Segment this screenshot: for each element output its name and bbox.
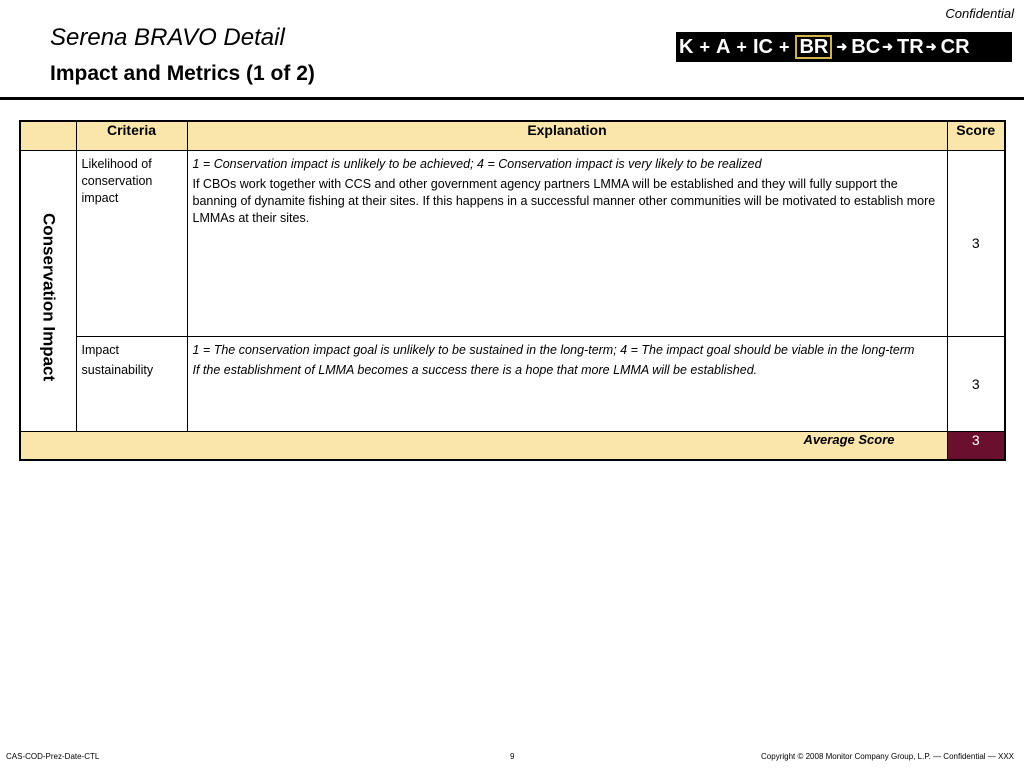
footer-doc-id: CAS-COD-Prez-Date-CTL [6, 752, 100, 761]
criteria-line: Impact [81, 342, 120, 357]
explanation-text: If CBOs work together with CCS and other government agency partners LMMA will be established and they will fully support the banning of dynamite fishing at their sites. If this happens in a successful manner other communities will be motivated to establish more LMMAs at their sites. [192, 176, 936, 225]
average-score-value: 3 [947, 431, 1005, 460]
arrow-right-icon: ➜ [836, 39, 848, 54]
confidential-label: Confidential [945, 6, 1014, 21]
slide-title: Impact and Metrics (1 of 2) [50, 62, 315, 85]
arrow-right-icon: ➜ [882, 39, 894, 54]
criteria-cell [76, 336, 187, 431]
banner-cr: CR [940, 35, 970, 58]
title-divider [0, 97, 1024, 100]
score-cell: 3 [947, 336, 1005, 431]
average-score-label: Average Score [20, 431, 947, 460]
banner-tr: TR [897, 35, 924, 58]
banner-plus: + [736, 36, 747, 57]
table-row [20, 336, 1005, 431]
header-criteria: Criteria [76, 121, 187, 150]
banner-a: A [715, 35, 731, 58]
arrow-right-icon: ➜ [925, 39, 937, 54]
banner-br-highlight: BR [795, 35, 832, 59]
banner-bc: BC [851, 35, 881, 58]
score-cell: 3 [947, 150, 1005, 336]
header-explanation: Explanation [187, 121, 947, 150]
section-label: Conservation Impact [39, 212, 59, 381]
banner-ic: IC [752, 35, 773, 58]
banner-plus: + [778, 36, 790, 57]
explanation-text: If the establishment of LMMA becomes a success there is a hope that more LMMA will be established. [192, 362, 758, 377]
banner-k: K [679, 35, 694, 58]
criteria-cell: Likelihood of conservation impact [76, 150, 187, 336]
footer-copyright: Copyright © 2008 Monitor Company Group, L.P. — Confidential — XXX [761, 752, 1014, 761]
table-row [20, 150, 1005, 336]
banner-plus: + [699, 36, 710, 57]
header-score: Score [947, 121, 1005, 150]
process-banner [676, 32, 1012, 62]
header-empty-cell [20, 121, 76, 150]
scale-definition: 1 = The conservation impact goal is unlikely to be sustained in the long-term; 4 = The impact goal should be viable in the long-term [192, 342, 915, 357]
explanation-cell [187, 150, 947, 336]
metrics-table [19, 120, 1006, 461]
scale-definition: 1 = Conservation impact is unlikely to be achieved; 4 = Conservation impact is very likely to be realized [192, 156, 762, 171]
criteria-line: sustainability [81, 362, 154, 377]
average-row [20, 431, 1005, 460]
slide-subtitle: Serena BRAVO Detail [50, 24, 285, 51]
section-label-cell [20, 150, 76, 431]
explanation-cell [187, 336, 947, 431]
table-header-row [20, 121, 1005, 150]
footer-page-number: 9 [510, 752, 515, 761]
